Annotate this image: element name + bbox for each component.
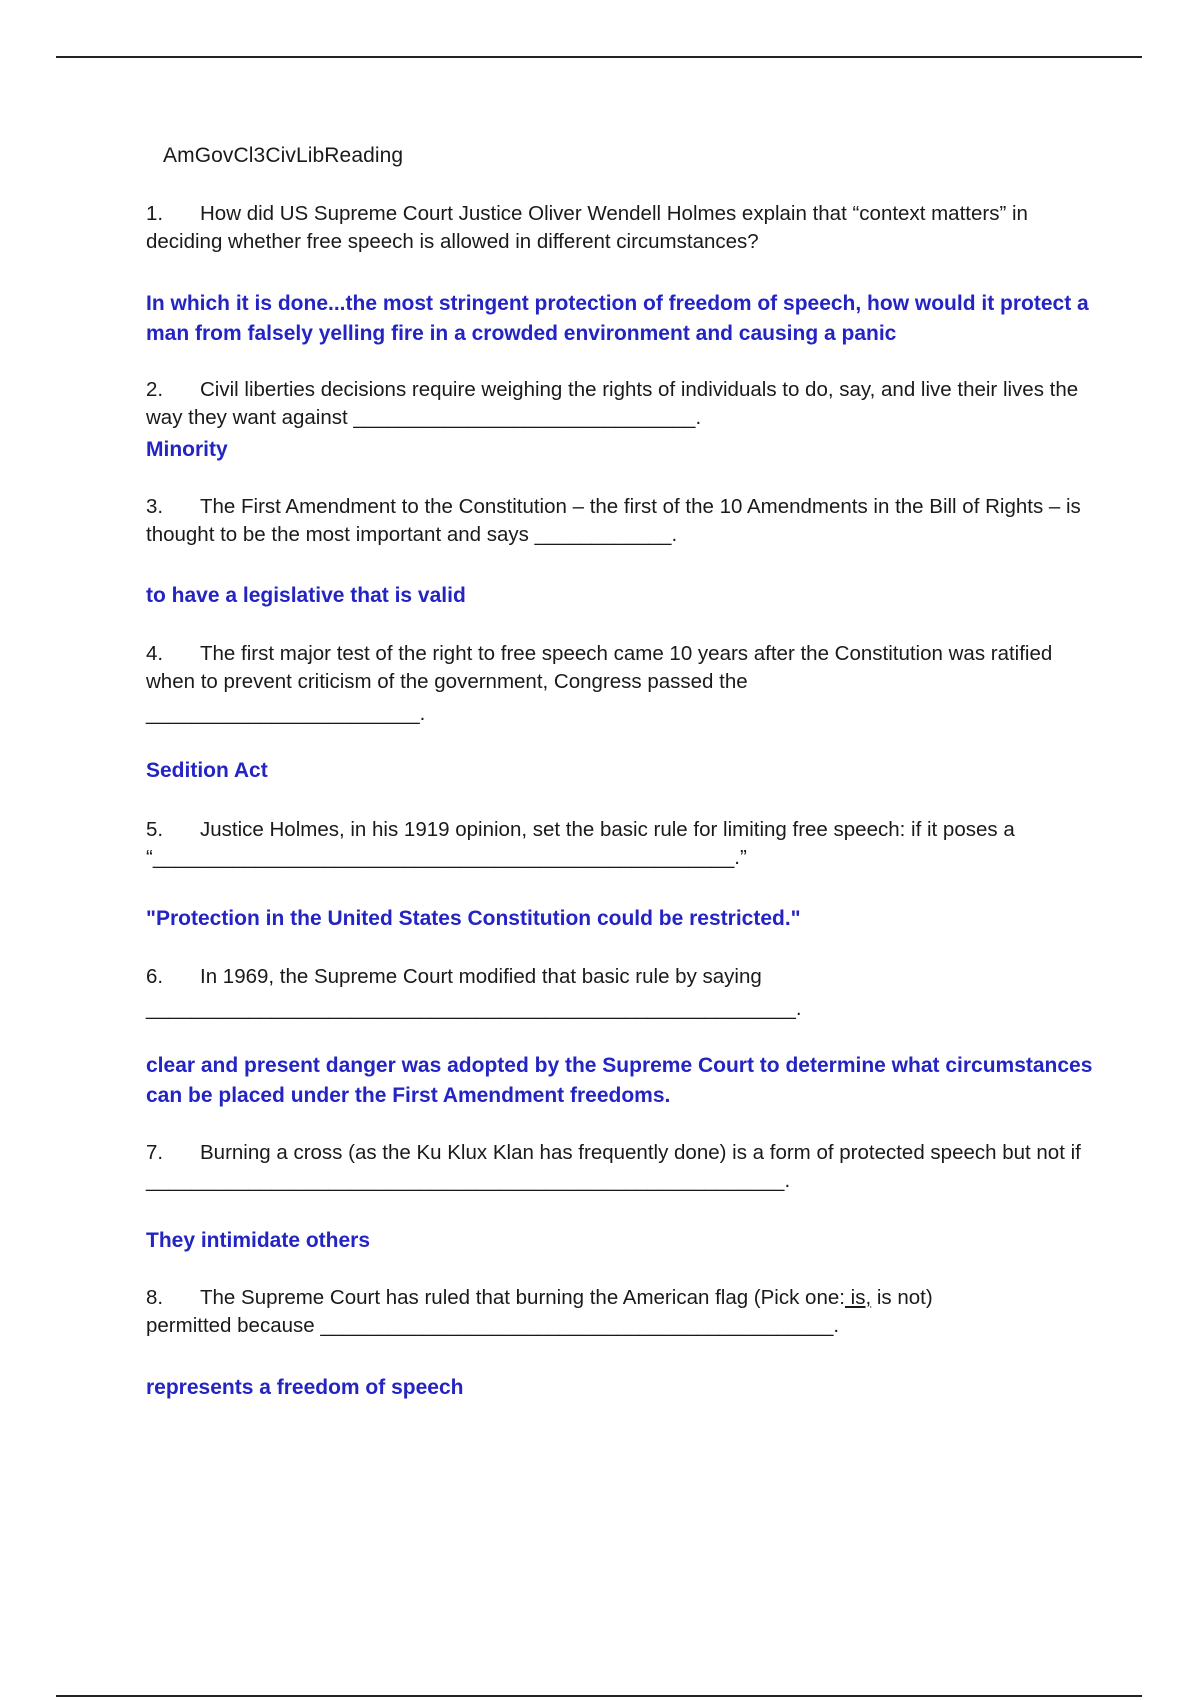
question-7: 7. Burning a cross (as the Ku Klux Klan has frequently done) is a form of protected speech but not if ________________________________________________________. bbox=[146, 1141, 1081, 1192]
question-text: Burning a cross (as the Ku Klux Klan has frequently done) is a form of protected speech but not if bbox=[200, 1141, 1081, 1164]
answer-5: "Protection in the United States Constitution could be restricted." bbox=[146, 907, 801, 930]
question-number: 7. bbox=[146, 1141, 164, 1164]
answer-7: They intimidate others bbox=[146, 1229, 371, 1252]
question-number: 3. bbox=[146, 495, 164, 518]
answer-2: Minority bbox=[146, 438, 228, 461]
selected-choice: is, bbox=[844, 1286, 872, 1309]
question-text: Civil liberties decisions require weighing the rights of individuals to do, say, and live their lives the way they want against bbox=[146, 378, 1079, 429]
question-text: The Supreme Court has ruled that burning the American flag (Pick one: bbox=[200, 1286, 845, 1309]
question-3: 3. The First Amendment to the Constitution – the first of the 10 Amendments in the Bill of Rights – is thought to be the most important and says ____________. bbox=[146, 495, 1081, 546]
answer-blank: ____________ bbox=[534, 523, 672, 546]
question-text: In 1969, the Supreme Court modified that basic rule by saying bbox=[200, 965, 762, 988]
answer-blank: _____________________________________________ bbox=[320, 1314, 834, 1337]
question-5 bbox=[146, 816, 1106, 872]
question-number: 1. bbox=[146, 202, 164, 225]
question-2: 2. Civil liberties decisions require weighing the rights of individuals to do, say, and live their lives the way they want against ______________________________. bbox=[146, 378, 1079, 429]
answer-blank: “___________________________________________________.” bbox=[146, 846, 747, 869]
answer-1: In which it is done...the most stringent protection of freedom of speech, how would it protect a man from falsely yelling fire in a crowded environment and causing a panic bbox=[146, 292, 1089, 345]
question-8: 8. The Supreme Court has ruled that burning the American flag (Pick one: is, is not) permitted because _____________________________________________. bbox=[146, 1286, 933, 1337]
question-text: The First Amendment to the Constitution – the first of the 10 Amendments in the Bill of Rights – is thought to be the most important and says bbox=[146, 495, 1081, 546]
document-title: AmGovCl3CivLibReading bbox=[163, 144, 404, 167]
answer-8: represents a freedom of speech bbox=[146, 1376, 464, 1399]
question-1 bbox=[146, 200, 1106, 256]
question-4: 4. The first major test of the right to free speech came 10 years after the Constitution was ratified when to prevent criticism of the government, Congress passed the ________________________. bbox=[146, 642, 1053, 725]
answer-blank: ________________________ bbox=[146, 702, 420, 725]
other-choice: is not) bbox=[871, 1286, 933, 1309]
top-rule bbox=[56, 56, 1142, 58]
question-number: 4. bbox=[146, 642, 164, 665]
bottom-rule bbox=[56, 1695, 1142, 1697]
question-text: The first major test of the right to free speech came 10 years after the Constitution was ratified when to prevent criticism of the government, Congress passed the bbox=[146, 642, 1053, 693]
question-text: Justice Holmes, in his 1919 opinion, set the basic rule for limiting free speech: if it poses a bbox=[200, 818, 1015, 841]
answer-4: Sedition Act bbox=[146, 759, 268, 782]
question-number: 5. bbox=[146, 818, 164, 841]
question-number: 2. bbox=[146, 378, 164, 401]
answer-blank: ______________________________ bbox=[353, 406, 696, 429]
answer-blank: ________________________________________________________ bbox=[146, 1169, 785, 1192]
answer-3: to have a legislative that is valid bbox=[146, 584, 466, 607]
question-text: How did US Supreme Court Justice Oliver Wendell Holmes explain that “context matters” in deciding whether free speech is allowed in different circumstances? bbox=[146, 202, 1028, 253]
question-number: 8. bbox=[146, 1286, 164, 1309]
answer-blank: _________________________________________________________. bbox=[146, 997, 802, 1020]
question-6 bbox=[146, 963, 1106, 1023]
answer-6: clear and present danger was adopted by the Supreme Court to determine what circumstances can be placed under the First Amendment freedoms. bbox=[146, 1054, 1093, 1107]
question-number: 6. bbox=[146, 965, 164, 988]
